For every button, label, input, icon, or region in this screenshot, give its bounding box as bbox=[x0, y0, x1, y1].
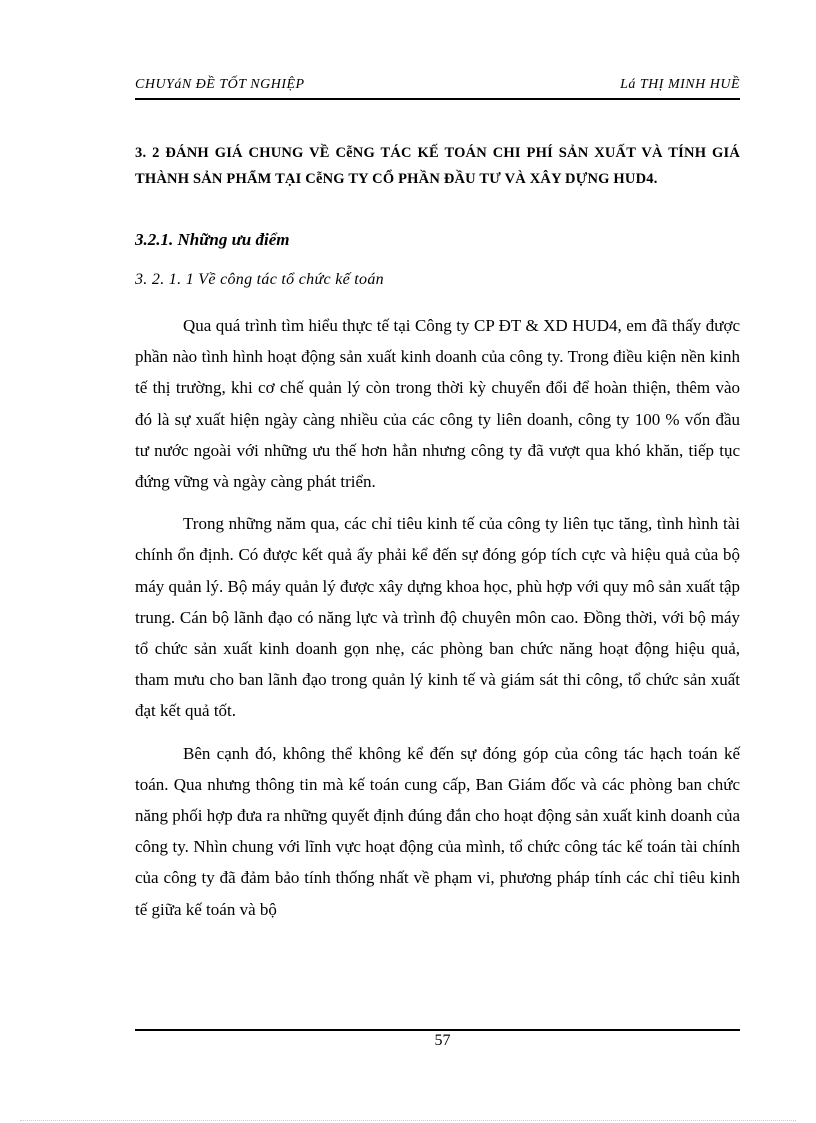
body-text bbox=[135, 310, 740, 936]
header-document-type: CHUYáN ĐỀ TỐT NGHIỆP bbox=[135, 77, 305, 92]
section-heading: 3. 2 ĐÁNH GIÁ CHUNG VỀ CễNG TÁC KẾ TOÁN CHI PHÍ SẢN XUẤT VÀ TÍNH GIÁ THÀNH SẢN PHẨM TẠI CễNG TY CỔ PHẦN ĐẦU TƯ VÀ XÂY DỰNG HUD4. bbox=[135, 145, 740, 187]
page-header bbox=[135, 76, 740, 100]
subsection-heading: 3.2.1. Những ưu điểm bbox=[135, 230, 290, 249]
page-number: 57 bbox=[434, 1032, 451, 1049]
page-edge-divider bbox=[20, 1120, 796, 1121]
paragraph: Qua quá trình tìm hiểu thực tế tại Công ty CP ĐT & XD HUD4, em đã thấy được phần nào tình hình hoạt động sản xuất kinh doanh của công ty. Trong điều kiện nền kinh tế thị trường, khi cơ chế quản lý còn trong thời kỳ chuyển đổi để hoàn thiện, thêm vào đó là sự xuất hiện ngày càng nhiều của các công ty liên doanh, công ty 100 % vốn đầu tư nước ngoài với những ưu thế hơn hẳn nhưng công ty đã vượt qua khó khăn, tiếp tục đứng vững và ngày càng phát triển. bbox=[135, 316, 740, 492]
footer-divider bbox=[135, 1029, 740, 1031]
header-author-name: Lá THỊ MINH HUỀ bbox=[620, 77, 740, 92]
paragraph: Trong những năm qua, các chỉ tiêu kinh tế của công ty liên tục tăng, tình hình tài chính ổn định. Có được kết quả ấy phải kể đến sự đóng góp tích cực và hiệu quả của bộ máy quản lý. Bộ máy quản lý được xây dựng khoa học, phù hợp với quy mô sản xuất tập trung. Cán bộ lãnh đạo có năng lực và trình độ chuyên môn cao. Đồng thời, với bộ máy tổ chức sản xuất kinh doanh gọn nhẹ, các phòng ban chức năng hoạt động hiệu quả, tham mưu cho ban lãnh đạo trong quản lý kinh tế và giám sát thi công, tổ chức sản xuất đạt kết quả tốt. bbox=[135, 514, 740, 721]
subsubsection-heading: 3. 2. 1. 1 Về công tác tổ chức kế toán bbox=[135, 271, 384, 288]
paragraph: Bên cạnh đó, không thể không kể đến sự đóng góp của công tác hạch toán kế toán. Qua nhưng thông tin mà kế toán cung cấp, Ban Giám đốc và các phòng ban chức năng phối hợp đưa ra những quyết định đúng đắn cho hoạt động sản xuất kinh doanh của công ty. Nhìn chung với lĩnh vực hoạt động của mình, tổ chức công tác kế toán tài chính của công ty đã đảm bảo tính thống nhất về phạm vi, phương pháp tính các chỉ tiêu kinh tế giữa kế toán và bộ bbox=[135, 743, 740, 919]
